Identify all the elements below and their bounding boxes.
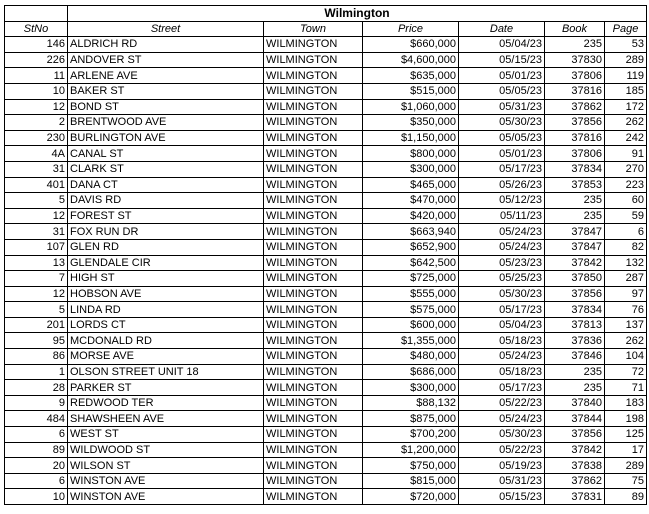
- cell-stno: 401: [5, 177, 68, 193]
- cell-price: $642,500: [363, 255, 459, 271]
- cell-date: 05/04/23: [459, 37, 545, 53]
- cell-date: 05/12/23: [459, 193, 545, 209]
- cell-date: 05/19/23: [459, 458, 545, 474]
- cell-price: $350,000: [363, 115, 459, 131]
- cell-page: 262: [605, 333, 647, 349]
- table-row: [5, 411, 647, 427]
- cell-book: 37862: [545, 99, 605, 115]
- table-row: [5, 333, 647, 349]
- cell-date: 05/30/23: [459, 427, 545, 443]
- cell-town: WILMINGTON: [264, 302, 363, 318]
- cell-stno: 13: [5, 255, 68, 271]
- cell-street: WINSTON AVE: [68, 489, 264, 505]
- cell-book: 37816: [545, 130, 605, 146]
- cell-street: BRENTWOOD AVE: [68, 115, 264, 131]
- table-row: [5, 239, 647, 255]
- cell-date: 05/15/23: [459, 52, 545, 68]
- cell-page: 72: [605, 364, 647, 380]
- cell-street: HIGH ST: [68, 271, 264, 287]
- cell-date: 05/15/23: [459, 489, 545, 505]
- cell-street: CLARK ST: [68, 161, 264, 177]
- cell-street: LORDS CT: [68, 317, 264, 333]
- cell-street: DANA CT: [68, 177, 264, 193]
- cell-book: 37856: [545, 115, 605, 131]
- cell-page: 6: [605, 224, 647, 240]
- cell-book: 235: [545, 380, 605, 396]
- table-row: [5, 130, 647, 146]
- cell-book: 37844: [545, 411, 605, 427]
- cell-book: 37813: [545, 317, 605, 333]
- cell-town: WILMINGTON: [264, 161, 363, 177]
- cell-price: $1,200,000: [363, 442, 459, 458]
- cell-stno: 7: [5, 271, 68, 287]
- cell-town: WILMINGTON: [264, 489, 363, 505]
- cell-price: $300,000: [363, 380, 459, 396]
- cell-town: WILMINGTON: [264, 458, 363, 474]
- table-row: [5, 395, 647, 411]
- cell-street: HOBSON AVE: [68, 286, 264, 302]
- cell-book: 37836: [545, 333, 605, 349]
- cell-town: WILMINGTON: [264, 68, 363, 84]
- header-row: [5, 21, 647, 37]
- cell-price: $660,000: [363, 37, 459, 53]
- cell-street: CANAL ST: [68, 146, 264, 162]
- cell-book: 37850: [545, 271, 605, 287]
- cell-street: SHAWSHEEN AVE: [68, 411, 264, 427]
- cell-town: WILMINGTON: [264, 349, 363, 365]
- cell-town: WILMINGTON: [264, 317, 363, 333]
- cell-page: 242: [605, 130, 647, 146]
- cell-price: $750,000: [363, 458, 459, 474]
- cell-price: $555,000: [363, 286, 459, 302]
- table-row: [5, 37, 647, 53]
- table-row: [5, 193, 647, 209]
- cell-book: 37856: [545, 427, 605, 443]
- cell-street: FOREST ST: [68, 208, 264, 224]
- cell-street: WILDWOOD ST: [68, 442, 264, 458]
- cell-date: 05/31/23: [459, 473, 545, 489]
- cell-page: 119: [605, 68, 647, 84]
- cell-town: WILMINGTON: [264, 83, 363, 99]
- cell-town: WILMINGTON: [264, 193, 363, 209]
- cell-price: $480,000: [363, 349, 459, 365]
- cell-page: 262: [605, 115, 647, 131]
- cell-page: 71: [605, 380, 647, 396]
- cell-date: 05/05/23: [459, 83, 545, 99]
- cell-stno: 484: [5, 411, 68, 427]
- cell-price: $1,150,000: [363, 130, 459, 146]
- cell-date: 05/24/23: [459, 224, 545, 240]
- cell-price: $600,000: [363, 317, 459, 333]
- cell-page: 172: [605, 99, 647, 115]
- title-row: [5, 6, 647, 22]
- cell-street: WINSTON AVE: [68, 473, 264, 489]
- cell-date: 05/25/23: [459, 271, 545, 287]
- cell-price: $635,000: [363, 68, 459, 84]
- cell-stno: 28: [5, 380, 68, 396]
- cell-page: 185: [605, 83, 647, 99]
- cell-page: 270: [605, 161, 647, 177]
- cell-price: $1,355,000: [363, 333, 459, 349]
- sales-table: [4, 5, 647, 505]
- cell-street: WEST ST: [68, 427, 264, 443]
- table-title: Wilmington: [68, 6, 647, 22]
- col-header-price: Price: [363, 21, 459, 37]
- cell-price: $815,000: [363, 473, 459, 489]
- cell-street: MCDONALD RD: [68, 333, 264, 349]
- col-header-date: Date: [459, 21, 545, 37]
- cell-price: $4,600,000: [363, 52, 459, 68]
- col-header-town: Town: [264, 21, 363, 37]
- cell-page: 60: [605, 193, 647, 209]
- cell-date: 05/30/23: [459, 115, 545, 131]
- cell-stno: 107: [5, 239, 68, 255]
- cell-date: 05/24/23: [459, 239, 545, 255]
- cell-date: 05/18/23: [459, 364, 545, 380]
- table-row: [5, 317, 647, 333]
- cell-price: $88,132: [363, 395, 459, 411]
- table-row: [5, 208, 647, 224]
- table-row: [5, 458, 647, 474]
- cell-street: PARKER ST: [68, 380, 264, 396]
- cell-book: 235: [545, 208, 605, 224]
- cell-price: $800,000: [363, 146, 459, 162]
- cell-town: WILMINGTON: [264, 146, 363, 162]
- cell-date: 05/01/23: [459, 68, 545, 84]
- cell-town: WILMINGTON: [264, 442, 363, 458]
- cell-page: 137: [605, 317, 647, 333]
- cell-price: $515,000: [363, 83, 459, 99]
- cell-town: WILMINGTON: [264, 286, 363, 302]
- cell-date: 05/24/23: [459, 349, 545, 365]
- cell-date: 05/17/23: [459, 380, 545, 396]
- cell-book: 235: [545, 364, 605, 380]
- cell-date: 05/22/23: [459, 395, 545, 411]
- cell-stno: 226: [5, 52, 68, 68]
- cell-book: 37847: [545, 239, 605, 255]
- cell-book: 37830: [545, 52, 605, 68]
- cell-price: $300,000: [363, 161, 459, 177]
- cell-date: 05/26/23: [459, 177, 545, 193]
- cell-town: WILMINGTON: [264, 333, 363, 349]
- cell-town: WILMINGTON: [264, 208, 363, 224]
- cell-stno: 6: [5, 473, 68, 489]
- cell-street: OLSON STREET UNIT 18: [68, 364, 264, 380]
- cell-price: $720,000: [363, 489, 459, 505]
- cell-date: 05/22/23: [459, 442, 545, 458]
- cell-page: 289: [605, 458, 647, 474]
- cell-price: $686,000: [363, 364, 459, 380]
- cell-street: ALDRICH RD: [68, 37, 264, 53]
- cell-page: 59: [605, 208, 647, 224]
- cell-price: $663,940: [363, 224, 459, 240]
- cell-price: $652,900: [363, 239, 459, 255]
- cell-town: WILMINGTON: [264, 52, 363, 68]
- cell-street: DAVIS RD: [68, 193, 264, 209]
- cell-book: 37834: [545, 302, 605, 318]
- cell-street: ARLENE AVE: [68, 68, 264, 84]
- cell-street: BOND ST: [68, 99, 264, 115]
- cell-stno: 12: [5, 208, 68, 224]
- cell-town: WILMINGTON: [264, 364, 363, 380]
- cell-stno: 4A: [5, 146, 68, 162]
- cell-price: $700,200: [363, 427, 459, 443]
- cell-page: 198: [605, 411, 647, 427]
- table-row: [5, 68, 647, 84]
- table-row: [5, 489, 647, 505]
- cell-stno: 11: [5, 68, 68, 84]
- cell-price: $1,060,000: [363, 99, 459, 115]
- cell-stno: 6: [5, 427, 68, 443]
- cell-street: FOX RUN DR: [68, 224, 264, 240]
- cell-street: REDWOOD TER: [68, 395, 264, 411]
- cell-book: 37846: [545, 349, 605, 365]
- cell-book: 37806: [545, 68, 605, 84]
- cell-page: 132: [605, 255, 647, 271]
- cell-page: 125: [605, 427, 647, 443]
- table-row: [5, 224, 647, 240]
- cell-page: 289: [605, 52, 647, 68]
- cell-date: 05/04/23: [459, 317, 545, 333]
- cell-stno: 20: [5, 458, 68, 474]
- cell-price: $465,000: [363, 177, 459, 193]
- cell-stno: 5: [5, 302, 68, 318]
- cell-street: BURLINGTON AVE: [68, 130, 264, 146]
- cell-book: 37816: [545, 83, 605, 99]
- cell-stno: 10: [5, 489, 68, 505]
- table-row: [5, 349, 647, 365]
- cell-street: WILSON ST: [68, 458, 264, 474]
- cell-date: 05/17/23: [459, 161, 545, 177]
- cell-stno: 89: [5, 442, 68, 458]
- cell-book: 37806: [545, 146, 605, 162]
- table-row: [5, 115, 647, 131]
- cell-book: 37838: [545, 458, 605, 474]
- cell-book: 235: [545, 37, 605, 53]
- cell-date: 05/30/23: [459, 286, 545, 302]
- cell-book: 37834: [545, 161, 605, 177]
- cell-town: WILMINGTON: [264, 271, 363, 287]
- cell-page: 17: [605, 442, 647, 458]
- cell-book: 37853: [545, 177, 605, 193]
- cell-stno: 86: [5, 349, 68, 365]
- table-row: [5, 271, 647, 287]
- cell-town: WILMINGTON: [264, 177, 363, 193]
- cell-date: 05/23/23: [459, 255, 545, 271]
- cell-price: $875,000: [363, 411, 459, 427]
- cell-price: $575,000: [363, 302, 459, 318]
- cell-town: WILMINGTON: [264, 380, 363, 396]
- cell-town: WILMINGTON: [264, 224, 363, 240]
- cell-town: WILMINGTON: [264, 473, 363, 489]
- table-row: [5, 99, 647, 115]
- cell-book: 37842: [545, 442, 605, 458]
- table-row: [5, 146, 647, 162]
- table-row: [5, 380, 647, 396]
- cell-page: 76: [605, 302, 647, 318]
- cell-street: ANDOVER ST: [68, 52, 264, 68]
- cell-stno: 31: [5, 224, 68, 240]
- cell-book: 37842: [545, 255, 605, 271]
- cell-book: 37856: [545, 286, 605, 302]
- cell-town: WILMINGTON: [264, 115, 363, 131]
- table-row: [5, 286, 647, 302]
- cell-town: WILMINGTON: [264, 99, 363, 115]
- cell-page: 104: [605, 349, 647, 365]
- cell-page: 183: [605, 395, 647, 411]
- cell-town: WILMINGTON: [264, 37, 363, 53]
- col-header-page: Page: [605, 21, 647, 37]
- cell-page: 82: [605, 239, 647, 255]
- cell-town: WILMINGTON: [264, 130, 363, 146]
- cell-book: 37847: [545, 224, 605, 240]
- cell-town: WILMINGTON: [264, 427, 363, 443]
- cell-book: 37862: [545, 473, 605, 489]
- table-row: [5, 442, 647, 458]
- cell-price: $470,000: [363, 193, 459, 209]
- cell-page: 75: [605, 473, 647, 489]
- cell-page: 287: [605, 271, 647, 287]
- cell-stno: 12: [5, 99, 68, 115]
- table-row: [5, 161, 647, 177]
- cell-book: 235: [545, 193, 605, 209]
- table-row: [5, 177, 647, 193]
- table-row: [5, 83, 647, 99]
- col-header-stno: StNo: [5, 21, 68, 37]
- cell-date: 05/24/23: [459, 411, 545, 427]
- col-header-street: Street: [68, 21, 264, 37]
- cell-price: $725,000: [363, 271, 459, 287]
- table-row: [5, 473, 647, 489]
- cell-stno: 1: [5, 364, 68, 380]
- cell-stno: 31: [5, 161, 68, 177]
- cell-page: 53: [605, 37, 647, 53]
- cell-street: LINDA RD: [68, 302, 264, 318]
- cell-price: $420,000: [363, 208, 459, 224]
- cell-page: 223: [605, 177, 647, 193]
- cell-stno: 95: [5, 333, 68, 349]
- cell-date: 05/05/23: [459, 130, 545, 146]
- cell-stno: 230: [5, 130, 68, 146]
- cell-stno: 2: [5, 115, 68, 131]
- cell-stno: 146: [5, 37, 68, 53]
- cell-book: 37831: [545, 489, 605, 505]
- cell-stno: 5: [5, 193, 68, 209]
- cell-town: WILMINGTON: [264, 395, 363, 411]
- cell-stno: 9: [5, 395, 68, 411]
- cell-town: WILMINGTON: [264, 239, 363, 255]
- table-row: [5, 364, 647, 380]
- cell-town: WILMINGTON: [264, 411, 363, 427]
- cell-stno: 12: [5, 286, 68, 302]
- cell-book: 37840: [545, 395, 605, 411]
- cell-page: 97: [605, 286, 647, 302]
- cell-date: 05/18/23: [459, 333, 545, 349]
- cell-page: 91: [605, 146, 647, 162]
- table-row: [5, 302, 647, 318]
- cell-town: WILMINGTON: [264, 255, 363, 271]
- cell-street: MORSE AVE: [68, 349, 264, 365]
- cell-date: 05/17/23: [459, 302, 545, 318]
- cell-date: 05/31/23: [459, 99, 545, 115]
- table-row: [5, 52, 647, 68]
- col-header-book: Book: [545, 21, 605, 37]
- cell-page: 89: [605, 489, 647, 505]
- cell-date: 05/11/23: [459, 208, 545, 224]
- cell-street: GLENDALE CIR: [68, 255, 264, 271]
- cell-stno: 201: [5, 317, 68, 333]
- cell-date: 05/01/23: [459, 146, 545, 162]
- table-row: [5, 427, 647, 443]
- table-row: [5, 255, 647, 271]
- cell-stno: 10: [5, 83, 68, 99]
- cell-street: BAKER ST: [68, 83, 264, 99]
- cell-street: GLEN RD: [68, 239, 264, 255]
